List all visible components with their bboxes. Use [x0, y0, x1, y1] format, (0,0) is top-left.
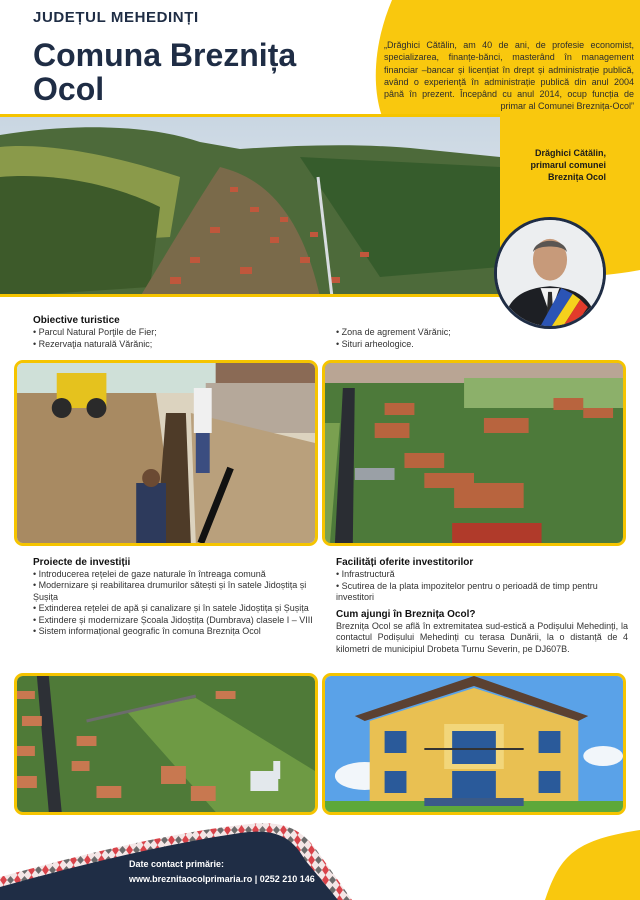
- county-label: JUDEȚUL MEHEDINȚI: [33, 9, 199, 26]
- pipeline-works-image: [17, 363, 315, 543]
- aerial-street-image: [325, 363, 623, 543]
- contact-label: Date contact primărie:: [129, 859, 225, 869]
- investments-list: [33, 569, 318, 637]
- investments-section: [33, 557, 318, 637]
- mayor-quote: „Drăghici Cătălin, am 40 de ani, de profesie economist, specializarea, finanțe-bănci, masterând în management financiar –bancar și licențiat în drept și administrație publică, având o experiență în administrație publică din anul 2004 până în prezent. Începând cu anul 2014, ocup funcția de primar al Comunei Breznița-Ocol”: [384, 40, 634, 112]
- contact-block: [129, 857, 315, 887]
- tourist-item: • Zona de agrement Vărănic;: [336, 327, 451, 339]
- mayor-avatar: [494, 217, 606, 329]
- photo-town-hall: [322, 673, 626, 815]
- tourist-section: [33, 315, 157, 350]
- facilities-heading: Facilități oferite investitorilor: [336, 557, 474, 568]
- photo-aerial-street: [322, 360, 626, 546]
- access-heading: Cum ajungi în Breznița Ocol?: [336, 609, 476, 620]
- investment-item: • Extinderea rețelei de apă și canalizare și în satele Jidoștița și Șușița: [33, 603, 318, 614]
- aerial-field-image: [17, 676, 315, 812]
- photo-aerial-field: [14, 673, 318, 815]
- investments-heading: Proiecte de investiții: [33, 557, 131, 568]
- access-section: [336, 609, 628, 655]
- photo-pipeline-works: [14, 360, 318, 546]
- tourist-item: • Parcul Natural Porţile de Fier;: [33, 327, 157, 339]
- facilities-section: [336, 557, 628, 604]
- investment-item: • Extindere și modernizare Școala Jidoștița (Dumbrava) clasele I – VIII: [33, 615, 318, 626]
- tourist-list-right: [336, 327, 451, 350]
- author-commune: Breznița Ocol: [547, 172, 606, 182]
- investment-item: • Introducerea rețelei de gaze naturale în întreaga comună: [33, 569, 318, 580]
- facility-item: • Scutirea de la plata impozitelor pentru o perioadă de timp pentru investitori: [336, 581, 628, 604]
- footer-decoration: [0, 815, 640, 900]
- investment-item: • Sistem informațional geografic în comuna Breznița Ocol: [33, 626, 318, 637]
- tourist-list-left: [33, 327, 157, 350]
- author-role: primarul comunei: [530, 160, 606, 170]
- quote-author: [470, 147, 606, 183]
- page-title: Comuna Breznița Ocol: [33, 37, 297, 107]
- author-name: Drăghici Cătălin,: [534, 148, 606, 158]
- contact-info[interactable]: www.breznitaocolprimaria.ro | 0252 210 146: [129, 874, 315, 884]
- tourist-item: • Situri arheologice.: [336, 339, 451, 351]
- facility-item: • Infrastructură: [336, 569, 628, 581]
- tourist-list-right-wrap: [336, 327, 451, 350]
- mayor-portrait-image: [497, 220, 603, 326]
- hero-aerial-photo: [0, 114, 500, 297]
- tourist-heading: Obiective turistice: [33, 315, 120, 326]
- town-hall-image: [325, 676, 623, 812]
- access-text: Breznița Ocol se află în extremitatea sud-estică a Podișului Mehedinți, la contactul Podișului Mehedinți cu terasa Dunării, la o distanță de 4 kilometri de municipiul Drobeta Turnu Severin, pe DJ607B.: [336, 621, 628, 654]
- facilities-list: [336, 569, 628, 604]
- investment-item: • Modernizare și reabilitarea drumurilor sătești și în satele Jidoștița și Șușița: [33, 580, 318, 603]
- hero-image: [0, 117, 500, 297]
- tourist-item: • Rezervaţia naturală Vărănic;: [33, 339, 157, 351]
